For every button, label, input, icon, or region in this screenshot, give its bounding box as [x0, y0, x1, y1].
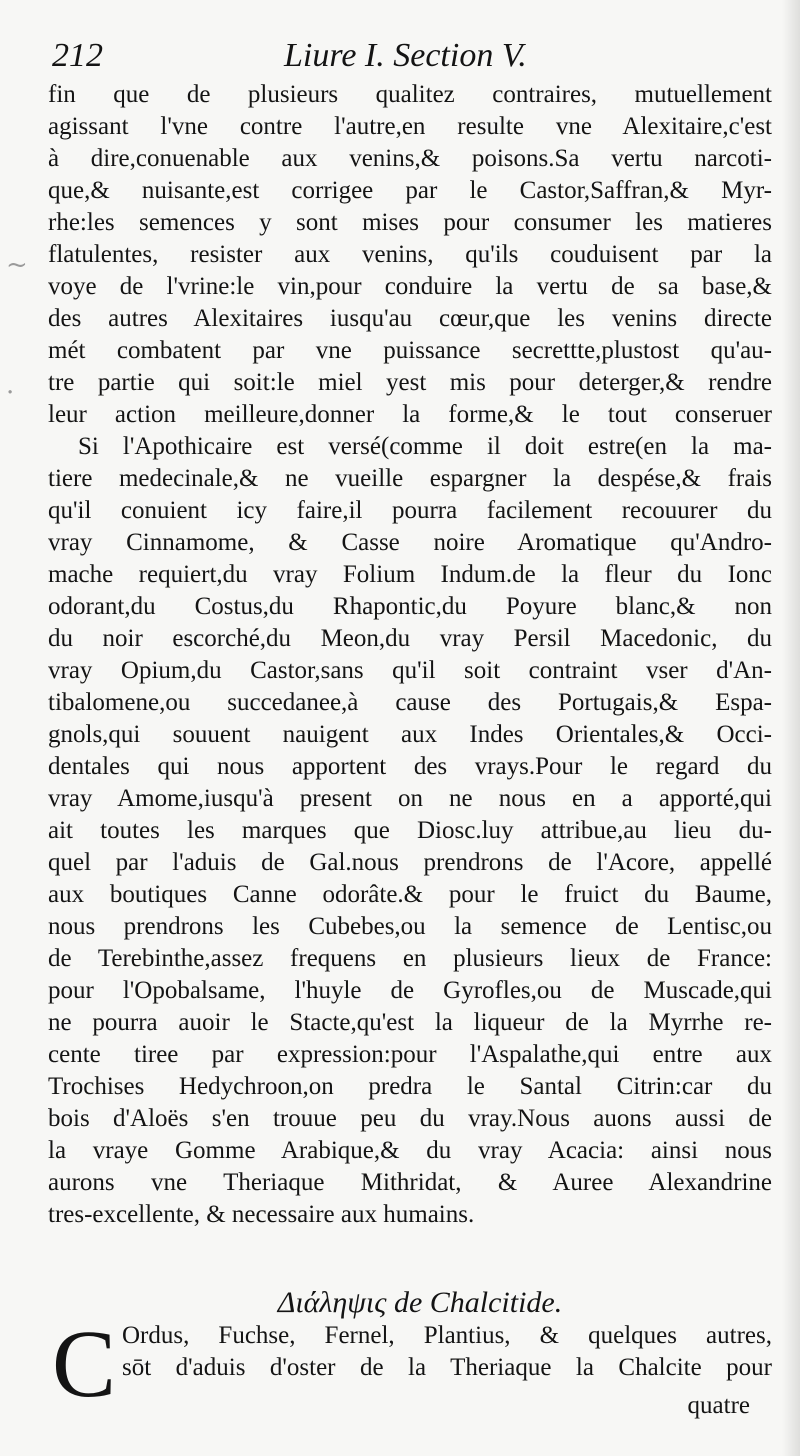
drop-cap: C	[52, 1310, 117, 1417]
text-line: fin que de plusieurs qualitez contraires, mutuellement	[48, 81, 772, 108]
text-line: à dire,conuenable aux venins,& poisons.Sa vertu narcoti-	[48, 145, 772, 172]
page-number: 212	[52, 37, 103, 74]
margin-mark: ·	[6, 378, 15, 408]
text-line: que,& nuisante,est corrigee par le Castor,Saffran,& Myr-	[48, 177, 772, 204]
text-line: vray Cinnamome, & Casse noire Aromatique qu'Andro-	[48, 529, 772, 556]
text-line: vray Opium,du Castor,sans qu'il soit contraint vser d'An-	[48, 657, 772, 684]
text-line: aux boutiques Canne odorâte.& pour le fruict du Baume,	[48, 881, 772, 908]
running-head: Liure I. Section V.	[284, 37, 527, 74]
text-line: du noir escorché,du Meon,du vray Persil Macedonic, du	[48, 625, 772, 652]
text-line: Ordus, Fuchse, Fernel, Plantius, & quelques autres,	[122, 1322, 772, 1349]
text-line: la vraye Gomme Arabique,& du vray Acacia: ainsi nous	[48, 1137, 772, 1164]
text-line: de Terebinthe,assez frequens en plusieurs lieux de France:	[48, 945, 772, 972]
text-line: cente tiree par expression:pour l'Aspalathe,qui entre aux	[48, 1041, 772, 1068]
text-line: tre partie qui soit:le miel yest mis pour deterger,& rendre	[48, 369, 772, 396]
text-line: tiere medecinale,& ne vueille espargner la despése,& frais	[48, 465, 772, 492]
text-line: leur action meilleure,donner la forme,& le tout conseruer	[48, 401, 772, 428]
text-line: voye de l'vrine:le vin,pour conduire la vertu de sa base,&	[48, 273, 772, 300]
text-line: bois d'Aloës s'en trouue peu du vray.Nous auons aussi de	[48, 1105, 772, 1132]
text-line: ait toutes les marques que Diosc.luy attribue,au lieu du-	[48, 817, 772, 844]
text-line: odorant,du Costus,du Rhapontic,du Poyure blanc,& non	[48, 593, 772, 620]
text-line: aurons vne Theriaque Mithridat, & Auree Alexandrine	[48, 1169, 772, 1196]
page-header	[52, 36, 760, 76]
text-line: mét combatent par vne puissance secrettte,plustost qu'au-	[48, 337, 772, 364]
text-line: rhe:les semences y sont mises pour consumer les matieres	[48, 209, 772, 236]
text-line: gnols,qui souuent nauigent aux Indes Orientales,& Occi-	[48, 721, 772, 748]
text-line: mache requiert,du vray Folium Indum.de la fleur du Ionc	[48, 561, 772, 588]
body-text	[48, 79, 772, 1231]
text-line: agissant l'vne contre l'autre,en resulte vne Alexitaire,c'est	[48, 113, 772, 140]
text-line: flatulentes, resister aux venins, qu'ils couduisent par la	[48, 241, 772, 268]
text-line: des autres Alexitaires iusqu'au cœur,que les venins directe	[48, 305, 772, 332]
text-line: quel par l'aduis de Gal.nous prendrons de l'Acore, appellé	[48, 849, 772, 876]
text-line: qu'il conuient icy faire,il pourra facilement recouurer du	[48, 497, 772, 524]
text-line: Trochises Hedychroon,on predra le Santal Citrin:car du	[48, 1073, 772, 1100]
text-line: ne pourra auoir le Stacte,qu'est la liqueur de la Myrrhe re-	[48, 1009, 772, 1036]
text-line: Si l'Apothicaire est versé(comme il doit estre(en la ma-	[78, 433, 772, 460]
text-line: dentales qui nous apportent des vrays.Pour le regard du	[48, 753, 772, 780]
margin-mark: ~	[6, 250, 28, 280]
section-text	[122, 1320, 772, 1384]
catchword: quatre	[687, 1392, 750, 1419]
text-line: tres-excellente, & necessaire aux humains.	[48, 1201, 475, 1228]
text-line: nous prendrons les Cubebes,ou la semence de Lentisc,ou	[48, 913, 772, 940]
page-edge-shadow	[782, 0, 800, 1456]
text-line: pour l'Opobalsame, l'huyle de Gyrofles,ou de Muscade,qui	[48, 977, 772, 1004]
text-line: sōt d'aduis d'oster de la Theriaque la Chalcite pour	[122, 1354, 772, 1381]
section-heading: Διάληψις de Chalcitide.	[277, 1286, 563, 1319]
text-line: tibalomene,ou succedanee,à cause des Portugais,& Espa-	[48, 689, 772, 716]
text-line: vray Amome,iusqu'à present on ne nous en a apporté,qui	[48, 785, 772, 812]
